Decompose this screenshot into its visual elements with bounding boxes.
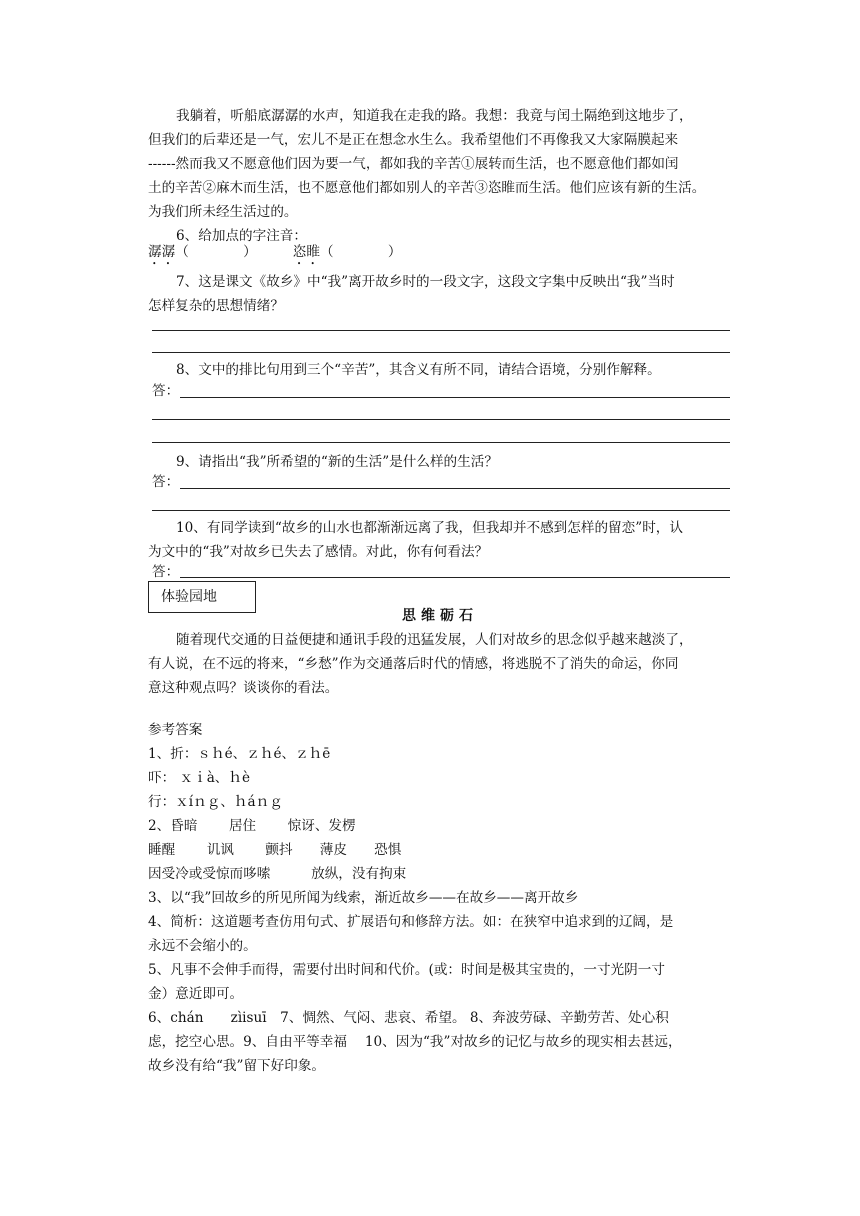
answer-5-line-2: 金）意近即可。 <box>148 986 244 1002</box>
question-7-line-2: 怎样复杂的思想情绪？ <box>148 298 284 314</box>
question-7-line-1: 7、这是课文《故乡》中“我”离开故乡时的一段文字，这段文字集中反映出“我”当时 <box>176 274 675 290</box>
passage-line-1: 我躺着，听船底潺潺的水声，知道我在走我的路。我想：我竟与闰土隔绝到这地步了， <box>176 108 693 124</box>
answer-4-line-1: 4、简析：这道题考查仿用句式、扩展语句和修辞方法。如：在狭窄中追求到的辽阔，是 <box>148 914 674 930</box>
q9-answer-line-2[interactable] <box>152 510 730 511</box>
answers-heading: 参考答案 <box>148 722 203 738</box>
section-label-box: 体验园地 <box>148 581 256 613</box>
section-para-line-2: 有人说，在不远的将来，“乡愁”作为交通落后时代的情感，将逃脱不了消失的命运，你同 <box>148 656 679 672</box>
q8-answer-line-3[interactable] <box>152 442 730 443</box>
answer-2-line-3: 因受冷或受惊而哆嗦 放纵，没有拘束 <box>148 866 407 882</box>
question-8: 8、文中的排比句用到三个“辛苦”，其含义有所不同，请结合语境，分别作解释。 <box>176 362 661 378</box>
answer-1-line-2: 吓： ｘｉà、ｈè <box>148 770 251 786</box>
answer-5-line-1: 5、凡事不会伸手而得，需要付出时间和代价。(或：时间是极其宝贵的，一寸光阴一寸 <box>148 962 665 978</box>
answer-1-line-3: 行：ｘíｎｇ、ｈáｎｇ <box>148 794 283 810</box>
answer-1-line-1: 1、折：ｓｈé、ｚｈé、ｚｈē <box>148 746 331 762</box>
question-6: 6、给加点的字注音： <box>176 228 307 244</box>
q9-answer-line-1[interactable] <box>180 488 730 489</box>
q9-answer-label: 答： <box>152 474 180 490</box>
answer-4-line-2: 永远不会缩小的。 <box>148 938 257 954</box>
q8-answer-line-2[interactable] <box>152 419 730 420</box>
section-para-line-3: 意这种观点吗？谈谈你的看法。 <box>148 680 339 696</box>
answer-6-line-2: 虑，挖空心思。9、自由平等幸福 10、因为“我”对故乡的记忆与故乡的现实相去甚远， <box>148 1034 682 1050</box>
q6-word-2: 恣睢 <box>292 244 320 260</box>
answer-2-line-2: 睡醒 讥讽 颤抖 薄皮 恐惧 <box>148 842 402 858</box>
q7-answer-line-1[interactable] <box>152 330 730 331</box>
passage-line-5: 为我们所未经生活过的。 <box>148 204 298 220</box>
q6-blank-1[interactable]: （ ） <box>175 244 257 260</box>
q10-answer-label: 答： <box>152 564 180 580</box>
q8-answer-label: 答： <box>152 383 180 399</box>
section-para-line-1: 随着现代交通的日益便捷和通讯手段的迅猛发展，人们对故乡的思念似乎越来越淡了， <box>176 632 693 648</box>
passage-line-4: 土的辛苦②麻木而生活，也不愿意他们都如别人的辛苦③恣睢而生活。他们应该有新的生活。 <box>148 180 706 196</box>
q8-answer-line-1[interactable] <box>180 397 730 398</box>
answer-3: 3、以“我”回故乡的所见所闻为线索，渐近故乡——在故乡——离开故乡 <box>148 890 579 906</box>
answer-2-line-1: 2、昏暗 居住 惊讶、发楞 <box>148 818 356 834</box>
answer-6-line-1: 6、chán zìisuī 7、惆然、气闷、悲哀、希望。 8、奔波劳碌、辛勤劳苦、处心积 <box>148 1010 669 1026</box>
q7-answer-line-2[interactable] <box>152 352 730 353</box>
section-title: 思维砺石 <box>402 608 478 624</box>
passage-line-3: ------然而我又不愿意他们因为要一气，都如我的辛苦①展转而生活，也不愿意他们都如闰 <box>148 156 679 172</box>
answer-6-line-3: 故乡没有给“我”留下好印象。 <box>148 1058 326 1074</box>
q10-answer-line-1[interactable] <box>180 577 730 578</box>
q6-blank-2[interactable]: （ ） <box>319 244 402 260</box>
question-10-line-2: 为文中的“我”对故乡已失去了感情。对此，你有何看法？ <box>148 544 489 560</box>
passage-line-2: 但我们的后辈还是一气，宏儿不是正在想念水生么。我希望他们不再像我又大家隔膜起来 <box>148 132 679 148</box>
question-6-items <box>148 240 732 268</box>
question-10-line-1: 10、有同学读到“故乡的山水也都渐渐远离了我，但我却并不感到怎样的留恋”时，认 <box>176 520 683 536</box>
question-9: 9、请指出“我”所希望的“新的生活”是什么样的生活？ <box>176 454 498 470</box>
q6-word-1: 潺潺 <box>148 244 176 260</box>
